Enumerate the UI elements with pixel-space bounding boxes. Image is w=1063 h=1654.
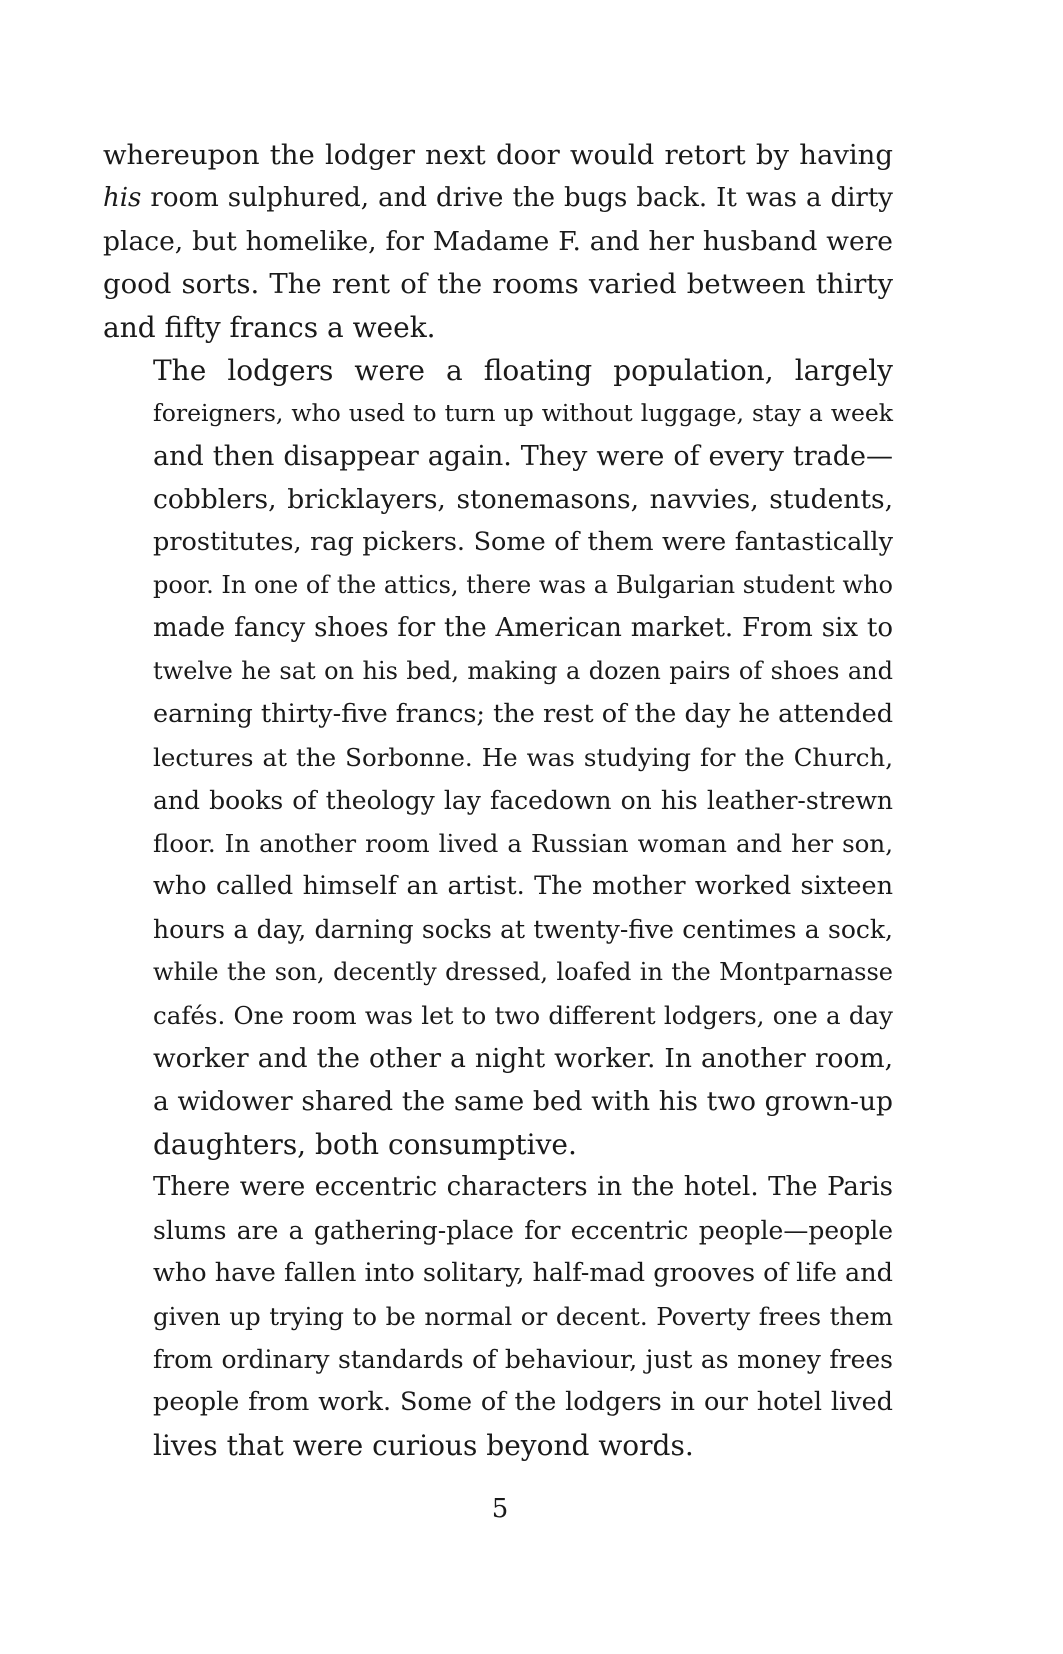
page-number: 5 — [491, 1494, 509, 1524]
text-line — [103, 822, 893, 865]
text-segment: prostitutes, rag pickers. Some of them were fantastically — [153, 527, 893, 557]
text-line — [103, 1080, 893, 1123]
text-line — [103, 1037, 893, 1080]
text-line — [103, 478, 893, 521]
text-line — [103, 736, 893, 779]
text-line — [103, 1166, 893, 1209]
text-segment: from ordinary standards of behaviour, just as money frees — [153, 1345, 893, 1374]
text-segment: There were eccentric characters in the hotel. The Paris — [153, 1172, 893, 1202]
text-segment: place, but homelike, for Madame F. and her husband were — [103, 226, 893, 257]
text-segment: a widower shared the same bed with his two grown-up — [153, 1086, 893, 1117]
text-line — [103, 650, 893, 693]
text-segment: earning thirty-five francs; the rest of the day he attended — [153, 699, 894, 729]
text-line — [103, 306, 893, 349]
text-line — [103, 435, 893, 478]
text-line — [103, 1209, 893, 1252]
text-segment: cafés. One room was let to two different lodgers, one a day — [153, 1001, 893, 1030]
text-line — [103, 951, 893, 994]
text-line — [103, 1252, 893, 1295]
text-line — [103, 994, 893, 1037]
text-line — [103, 349, 893, 392]
text-line — [103, 134, 893, 177]
text-segment: lectures at the Sorbonne. He was studying for the Church, — [153, 743, 893, 772]
text-line — [103, 263, 893, 306]
body-text — [103, 134, 893, 1467]
text-segment: who called himself an artist. The mother worked sixteen — [153, 871, 893, 901]
text-segment: The lodgers were a floating population, largely — [153, 354, 893, 387]
text-line — [103, 392, 893, 435]
text-segment: and then disappear again. They were of every trade— — [153, 441, 893, 472]
text-segment: foreigners, who used to turn up without luggage, stay a week — [153, 399, 893, 427]
text-line — [103, 908, 893, 951]
text-line — [103, 220, 893, 263]
paragraph — [103, 134, 893, 349]
text-segment: people from work. Some of the lodgers in our hotel lived — [153, 1387, 893, 1417]
text-line — [103, 607, 893, 650]
text-segment: while the son, decently dressed, loafed in the Montparnasse — [153, 958, 893, 986]
text-line — [103, 779, 893, 822]
text-segment: daughters, both consumptive. — [153, 1128, 577, 1161]
text-segment: good sorts. The rent of the rooms varied between thirty — [103, 268, 893, 300]
text-line — [103, 1338, 893, 1381]
text-line — [103, 1123, 893, 1166]
text-segment: poor. In one of the attics, there was a Bulgarian student who — [153, 571, 893, 599]
text-segment: and fifty francs a week. — [103, 311, 436, 344]
text-segment: room sulphured, and drive the bugs back. It was a dirty — [141, 183, 893, 213]
italic-text: his — [103, 183, 142, 213]
text-segment: cobblers, bricklayers, stonemasons, navvies, students, — [153, 484, 893, 515]
text-segment: and books of theology lay facedown on his leather-strewn — [153, 786, 893, 815]
paragraph — [103, 349, 893, 1166]
text-line — [103, 564, 893, 607]
text-segment: slums are a gathering-place for eccentric people—people — [153, 1216, 893, 1245]
text-segment: twelve he sat on his bed, making a dozen pairs of shoes and — [153, 657, 893, 685]
text-segment: whereupon the lodger next door would retort by having — [103, 139, 893, 171]
text-line — [103, 1381, 893, 1424]
text-segment: who have fallen into solitary, half-mad grooves of life and — [153, 1258, 893, 1288]
text-segment: hours a day, darning socks at twenty-five centimes a sock, — [153, 915, 893, 944]
text-line — [103, 1424, 893, 1467]
text-line — [103, 521, 893, 564]
text-segment: lives that were curious beyond words. — [153, 1429, 694, 1462]
text-line — [103, 865, 893, 908]
text-line — [103, 177, 893, 220]
text-segment: given up trying to be normal or decent. Poverty frees them — [153, 1302, 893, 1331]
text-segment: worker and the other a night worker. In another room, — [153, 1043, 893, 1074]
text-segment: made fancy shoes for the American market. From six to — [153, 613, 893, 643]
paragraph — [103, 1166, 893, 1467]
text-line — [103, 1295, 893, 1338]
text-line — [103, 693, 893, 736]
text-segment: floor. In another room lived a Russian woman and her son, — [153, 829, 893, 858]
